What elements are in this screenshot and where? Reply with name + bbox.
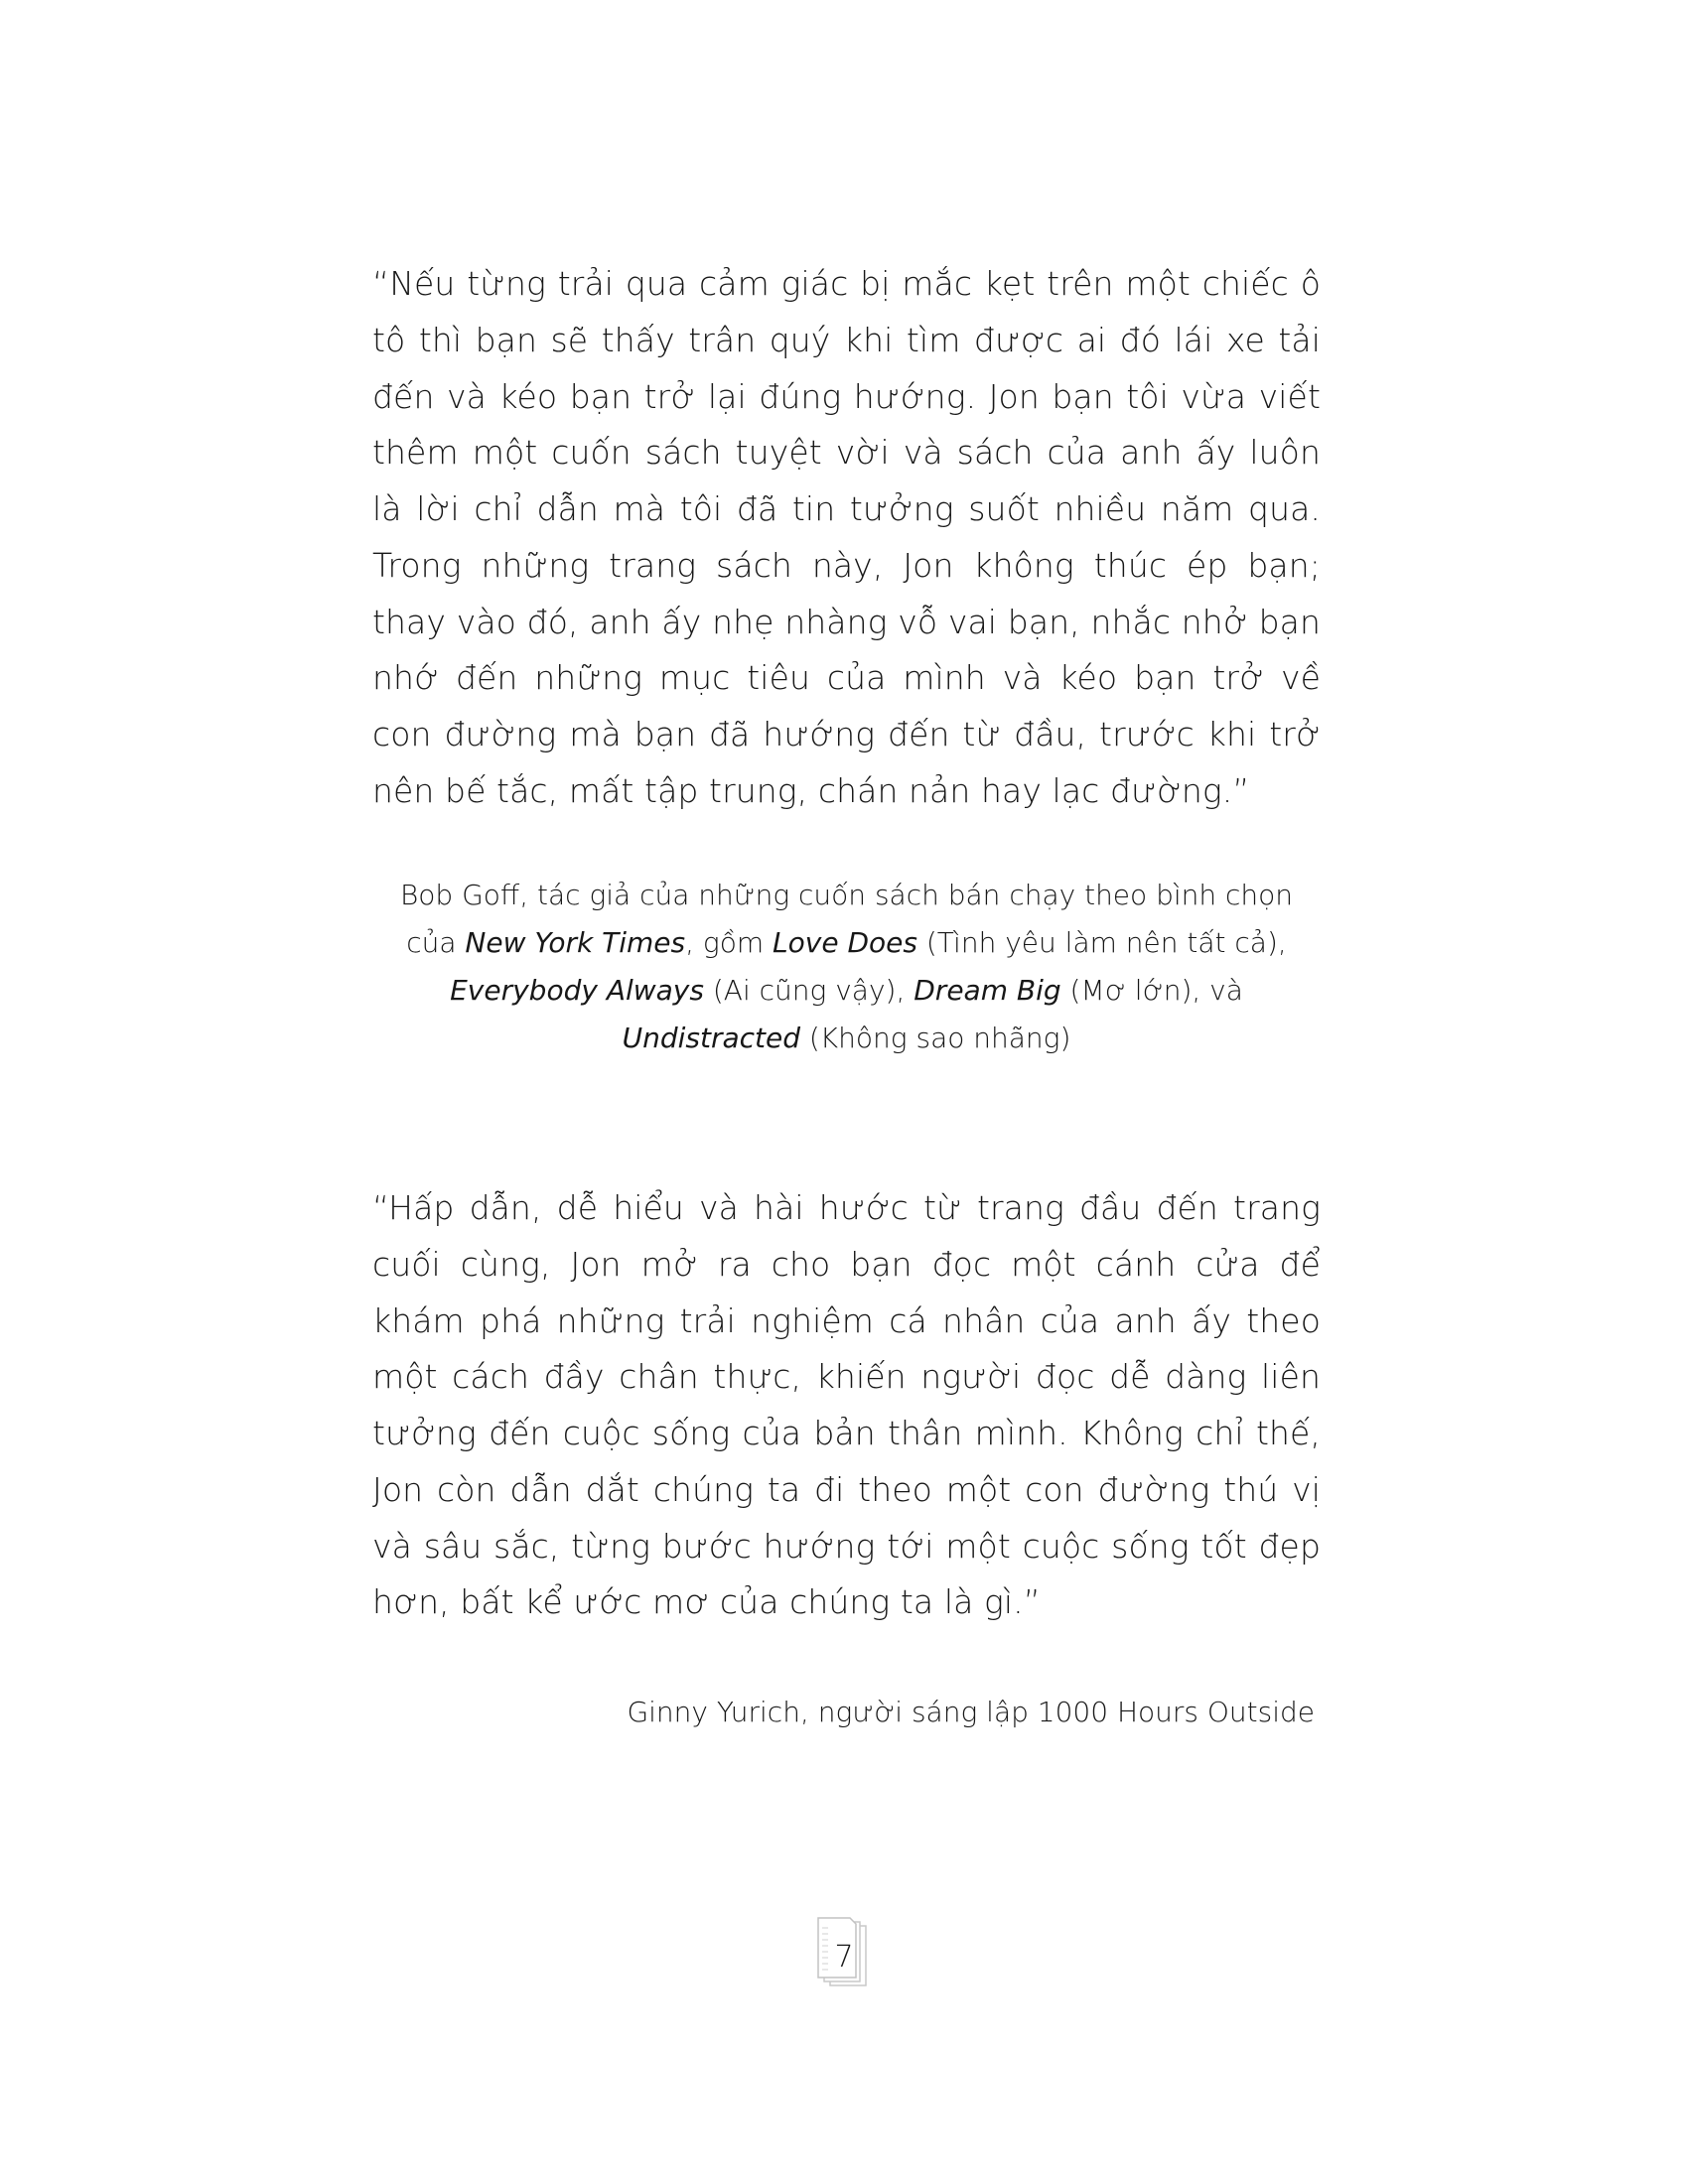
book-title-new-york-times: New York Times	[465, 925, 686, 959]
attribution-line-3	[372, 967, 1321, 1015]
attribution-text: (Ai cũng vậy),	[703, 973, 914, 1007]
book-title-love-does: Love Does	[773, 925, 917, 959]
attribution-text: (Mơ lớn), và	[1060, 973, 1243, 1007]
page-footer	[0, 1916, 1688, 2005]
folio-badge	[810, 1916, 878, 2001]
blurb-attribution-2: Ginny Yurich, người sáng lập 1000 Hours Outside	[627, 1696, 1315, 1729]
attribution-line-1	[372, 872, 1321, 919]
attribution-line-2	[372, 919, 1321, 967]
book-title-undistracted: Undistracted	[622, 1021, 800, 1054]
section-spacer	[372, 1062, 1321, 1148]
blurb-attribution-1	[372, 872, 1321, 1063]
book-title-dream-big: Dream Big	[914, 973, 1061, 1007]
attribution-text: Bob Goff, tác giả của những cuốn sách bán chạy theo bình chọn	[399, 878, 1294, 911]
attribution-line-4	[372, 1015, 1321, 1062]
book-title-everybody-always: Everybody Always	[450, 973, 704, 1007]
page-content	[372, 223, 1321, 1735]
attribution-text: (Tình yêu làm nên tất cả),	[916, 925, 1287, 959]
blurb-quote-2: “Hấp dẫn, dễ hiểu và hài hước từ trang đầu đến trang cuối cùng, Jon mở ra cho bạn đọc một cánh cửa để khám phá những trải nghiệm cá nhân của anh ấy theo một cách đầy chân thực, khiến người đọc dễ dàng liên tưởng đến cuộc sống của bản thân mình. Không chỉ thế, Jon còn dẫn dắt chúng ta đi theo một con đường thú vị và sâu sắc, từng bước hướng tới một cuộc sống tốt đẹp hơn, bất kể ước mơ của chúng ta là gì.”	[372, 1188, 1321, 1622]
attribution-text: của	[406, 925, 466, 959]
blurb-quote-1: “Nếu từng trải qua cảm giác bị mắc kẹt trên một chiếc ô tô thì bạn sẽ thấy trân quý khi tìm được ai đó lái xe tải đến và kéo bạn trở lại đúng hướng. Jon bạn tôi vừa viết thêm một cuốn sách tuyệt vời và sách của anh ấy luôn là lời chỉ dẫn mà tôi đã tin tưởng suốt nhiều năm qua. Trong những trang sách này, Jon không thúc ép bạn; thay vào đó, anh ấy nhẹ nhàng vỗ vai bạn, nhắc nhở bạn nhớ đến những mục tiêu của mình và kéo bạn trở về con đường mà bạn đã hướng đến từ đầu, trước khi trở nên bế tắc, mất tập trung, chán nản hay lạc đường.”	[372, 264, 1321, 810]
attribution-text: , gồm	[685, 925, 774, 959]
attribution-text: (Không sao nhãng)	[799, 1021, 1071, 1054]
page-number: 7	[834, 1939, 854, 1975]
